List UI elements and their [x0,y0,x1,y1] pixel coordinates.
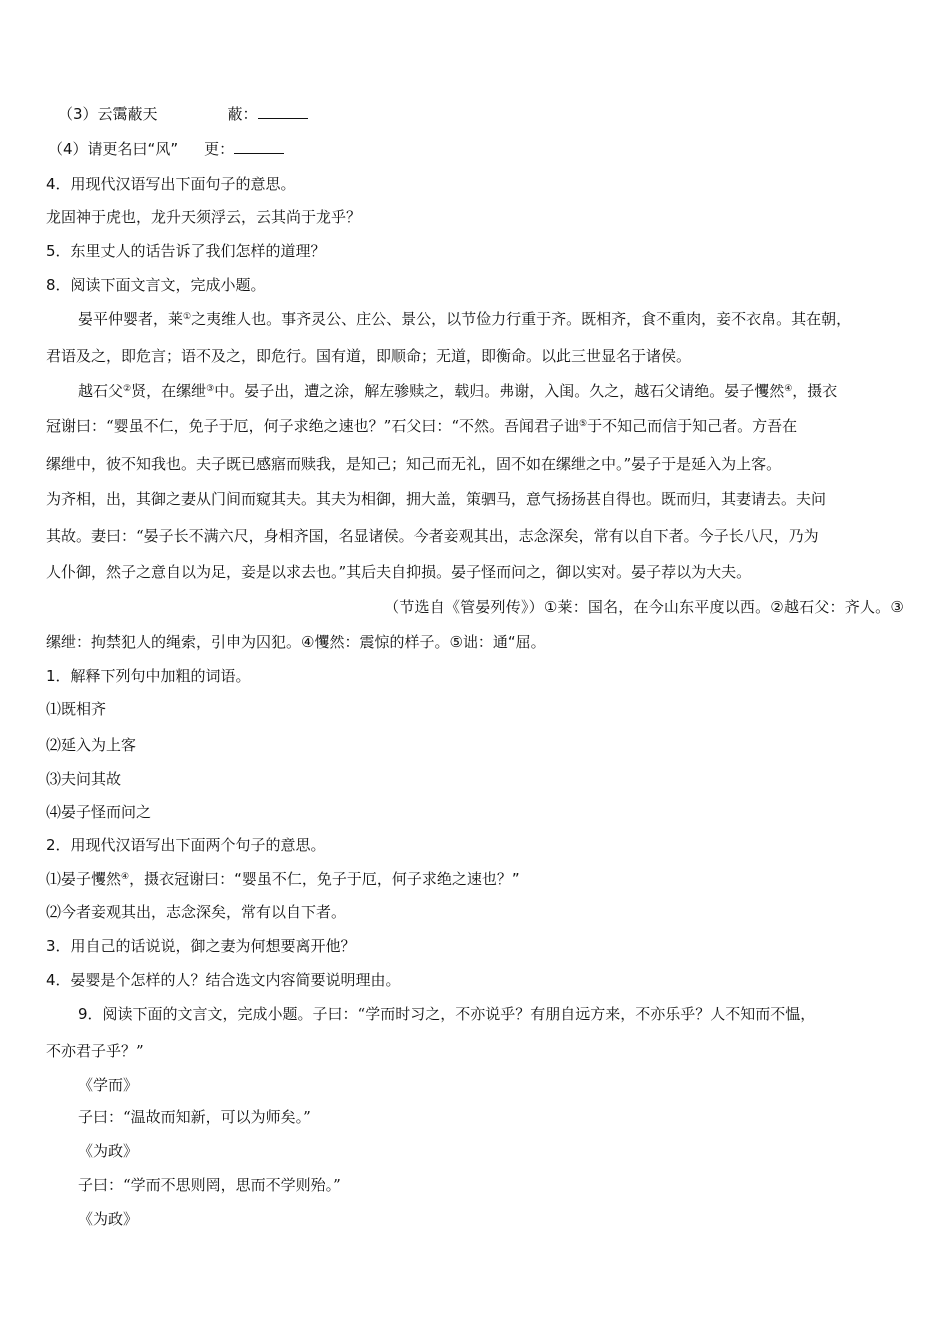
sub1-item-3: ⑶夫问其故 [46,770,122,788]
q3-item-4-key: 更： [204,140,235,158]
q9-title: 9．阅读下面的文言文，完成小题。 [78,1005,313,1023]
passage-text: 晏平仲婴者，莱 [78,310,184,328]
q9-quote-1: 子曰：“学而时习之，不亦说乎？有朋自远方来，不亦乐乎？人不知而不愠， [312,1005,816,1023]
q9-line-1 [78,1004,815,1024]
sub3-title: 3．用自己的话说说，御之妻为何想要离开他？ [46,937,356,955]
passage-text: ，摄衣 [792,382,838,400]
footnote-marker: ④ [121,872,130,882]
annotation-line-2: 缧绁：拘禁犯人的绳索，引申为囚犯。④戄然：震惊的样子。⑤诎：通“屈。 [46,633,546,651]
sub2-item-1 [46,869,520,889]
passage-text: 越石父 [78,382,124,400]
q9-line-2: 不亦君子乎？” [46,1042,144,1060]
footnote-marker: ④ [784,384,793,394]
passage-line-7: 其故。妻曰：“晏子长不满六尺，身相齐国，名显诸侯。今者妾观其出，志念深矣，常有以自下者。今子长八尺，乃为 [46,527,819,545]
sub2-text: ，摄衣冠谢曰：“婴虽不仁，免子于厄，何子求绝之速也？” [129,870,520,888]
q4-title: 4．用现代汉语写出下面句子的意思。 [46,175,296,193]
q3-item-3-label: （3）云霭蔽天 [58,105,158,123]
q9-source-2: 《为政》 [78,1142,139,1160]
q5-title: 5．东里丈人的话告诉了我们怎样的道理？ [46,242,326,260]
passage-text: 贤，在缧绁 [131,382,207,400]
footnote-marker: ⑤ [579,419,588,429]
passage-line-4 [46,416,797,436]
sub1-title: 1．解释下列句中加粗的词语。 [46,667,251,685]
footnote-marker: ③ [206,384,215,394]
q3-item-3 [58,104,308,124]
passage-text: 于不知己而信于知己者。方吾在 [587,417,798,435]
passage-line-5: 缧绁中，彼不知我也。夫子既已感寤而赎我，是知己；知己而无礼，固不如在缧绁之中。”晏子于是延入为上客。 [46,455,782,473]
sub2-text: ⑴晏子戄然 [46,870,122,888]
q9-quote-3: 子曰：“学而不思则罔，思而不学则殆。” [78,1176,341,1194]
q9-quote-2: 子曰：“温故而知新，可以为师矣。” [78,1108,311,1126]
passage-line-8: 人仆御，然子之意自以为足，妾是以求去也。”其后夫自抑损。晏子怪而问之，御以实对。晏子荐以为大夫。 [46,563,752,581]
annotation-line-1: （节选自《管晏列传》）①莱：国名，在今山东平度以西。②越石父：齐人。③ [384,598,904,616]
q3-item-3-key: 蔽： [227,105,258,123]
sub1-item-1: ⑴既相齐 [46,700,107,718]
sub1-item-2: ⑵延入为上客 [46,736,137,754]
q4-sentence: 龙固神于虎也，龙升天须浮云，云其尚于龙乎？ [46,208,362,226]
footnote-marker: ② [123,384,132,394]
q9-source-3: 《为政》 [78,1210,139,1228]
passage-text: 之夷维人也。事齐灵公、庄公、景公，以节俭力行重于齐。既相齐，食不重肉，妾不衣帛。其在朝， [191,310,852,328]
q9-source-1: 《学而》 [78,1076,139,1094]
answer-blank [234,139,284,154]
footnote-marker: ① [183,312,192,322]
passage-line-1 [78,309,851,329]
sub2-title: 2．用现代汉语写出下面两个句子的意思。 [46,836,326,854]
q3-item-4 [48,139,284,159]
passage-text: 冠谢曰：“婴虽不仁，免子于厄，何子求绝之速也？”石父曰：“不然。吾闻君子诎 [46,417,580,435]
passage-line-2: 君语及之，即危言；语不及之，即危行。国有道，即顺命；无道，即衡命。以此三世显名于诸侯。 [46,347,692,365]
passage-line-6: 为齐相，出，其御之妻从门间而窥其夫。其夫为相御，拥大盖，策驷马，意气扬扬甚自得也。既而归，其妻请去。夫问 [46,490,827,508]
sub4-title: 4．晏婴是个怎样的人？结合选文内容简要说明理由。 [46,971,401,989]
passage-line-3 [78,381,837,401]
q8-title: 8．阅读下面文言文，完成小题。 [46,276,266,294]
q3-item-4-label: （4）请更名曰“风” [48,140,179,158]
sub1-item-4: ⑷晏子怪而问之 [46,803,152,821]
answer-blank [258,104,308,119]
passage-text: 中。晏子出，遭之涂，解左骖赎之，载归。弗谢，入闺。久之，越石父请绝。晏子戄然 [214,382,785,400]
sub2-item-2: ⑵今者妾观其出，志念深矣，常有以自下者。 [46,903,347,921]
